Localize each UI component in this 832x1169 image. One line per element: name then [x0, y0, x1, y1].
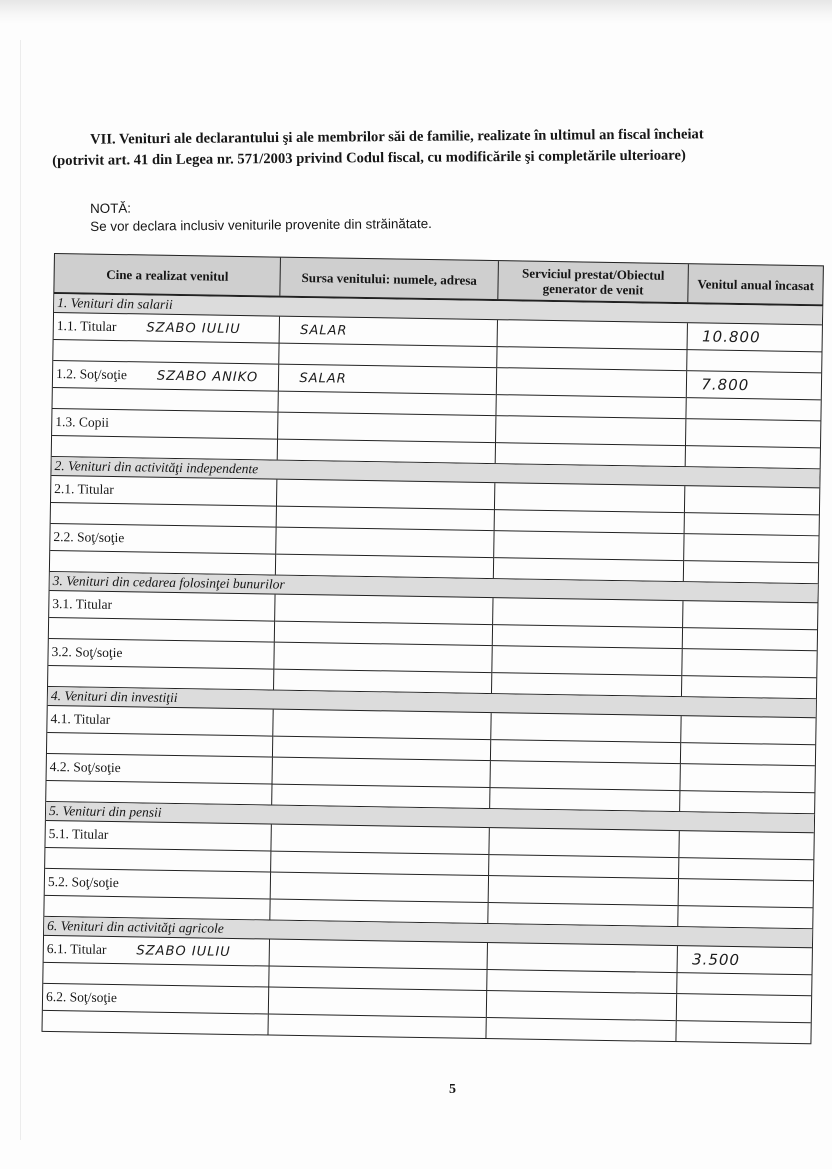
handwritten-name [118, 828, 138, 843]
handwritten-name [119, 416, 139, 431]
section-title: 1. Venituri din salarii [54, 294, 822, 325]
handwritten-amount: 3.500 [691, 950, 741, 970]
row-label-text: 4.1. Titular [50, 711, 111, 727]
cell-who [47, 706, 274, 757]
section-title: 4. Venituri din investiţii [48, 687, 816, 718]
cell-source [278, 413, 496, 463]
cell-service [490, 761, 681, 811]
row-label-text: 1.2. Soţ/soţie [55, 366, 128, 383]
cell-service [492, 646, 683, 696]
handwritten-name [120, 713, 140, 728]
handwritten-name [132, 646, 152, 661]
section-title: 2. Venituri din activităţi independente [51, 457, 819, 488]
row-label-text: 2.2. Soţ/soţie [53, 529, 125, 546]
income-section [49, 457, 821, 584]
cell-source [269, 988, 487, 1038]
handwritten-name: SZABO ANIKO [156, 368, 259, 386]
row-label [43, 989, 147, 1007]
cell-who [53, 361, 280, 412]
cell-source [272, 825, 490, 875]
cell-who [44, 869, 271, 920]
handwritten-source: SALAR [300, 322, 348, 339]
row-label [53, 366, 258, 385]
cell-who [48, 639, 275, 690]
income-section [43, 802, 815, 929]
section-title: 3. Venituri din cedarea folosinţei bunurilor [50, 572, 818, 603]
section-title: 6. Venituri din activităţi agricole [44, 917, 812, 948]
handwritten-name [122, 598, 142, 613]
note-label: NOTĂ: [90, 200, 132, 216]
cell-who [53, 313, 280, 364]
cell-amount [680, 764, 814, 813]
cell-who [43, 936, 270, 987]
cell-amount [679, 831, 813, 880]
handwritten-name [124, 483, 144, 498]
row-label [49, 596, 142, 613]
income-section [51, 294, 824, 469]
row-label-text: 2.1. Titular [54, 481, 114, 497]
row-label-text: 4.2. Soţ/soţie [49, 758, 121, 776]
cell-service [487, 943, 678, 993]
income-section [45, 687, 817, 814]
cell-source [275, 595, 493, 645]
row-label [45, 874, 149, 892]
cell-service [493, 598, 684, 648]
income-table [41, 253, 823, 1044]
handwritten-name [134, 531, 154, 546]
income-section [47, 572, 819, 699]
row-label-text: 3.2. Soţ/soţie [51, 644, 123, 661]
cell-service [494, 531, 685, 581]
cell-who [50, 524, 277, 575]
section-heading [52, 123, 822, 172]
table-body [41, 294, 823, 1044]
row-label-text: 1.3. Copii [55, 414, 110, 430]
handwritten-name: SZABO IULIU [136, 943, 231, 960]
cell-amount [678, 946, 812, 995]
handwritten-amount: 7.800 [701, 375, 750, 395]
heading-line-1: VII. Venituri ale declarantului şi ale membrilor săi de familie, realizate în ultimul an fiscal încheiat [90, 126, 704, 148]
cell-service [491, 713, 682, 763]
cell-amount [683, 601, 817, 650]
header-amount: Venitul anual încasat [697, 275, 815, 293]
handwritten-name [129, 876, 149, 891]
heading-line-2: (potrivit art. 41 din Legea nr. 571/2003 privind Codul fiscal, cu modificările şi completările ulterioare) [52, 147, 686, 169]
row-label-text: 1.1. Titular [56, 318, 117, 335]
cell-source [277, 480, 495, 530]
cell-who [49, 591, 276, 642]
cell-who [52, 409, 279, 460]
cell-source [273, 710, 491, 760]
cell-source [273, 758, 491, 808]
handwritten-name: SZABO IULIU [146, 320, 241, 338]
scan-edge-line [20, 40, 21, 1140]
header-service: Serviciul prestat/Obiectul generator de venit [498, 261, 689, 302]
cell-service [496, 368, 687, 418]
cell-who [45, 821, 272, 872]
row-label-text: 6.1. Titular [46, 940, 107, 957]
cell-service [488, 876, 679, 926]
handwritten-name [130, 761, 150, 776]
cell-amount [685, 486, 819, 535]
cell-who [51, 476, 278, 527]
cell-source [280, 317, 498, 367]
note-text: Se vor declara inclusiv veniturile provenite din străinătate. [90, 216, 432, 234]
cell-service [486, 991, 677, 1041]
page-number: 5 [449, 1082, 456, 1097]
cell-source [270, 940, 488, 990]
cell-amount [687, 371, 821, 420]
scan-edge-shadow [0, 0, 832, 24]
cell-amount [688, 323, 822, 372]
row-label [52, 414, 139, 431]
note-block [90, 197, 432, 236]
handwritten-source: SALAR [299, 370, 347, 387]
cell-service [497, 320, 688, 370]
cell-amount [681, 716, 815, 765]
income-section [41, 917, 813, 1044]
header-source: Sursa venitului: numele, adresa [281, 258, 499, 299]
cell-service [494, 483, 685, 533]
cell-source [276, 528, 494, 578]
cell-amount [686, 419, 820, 468]
cell-source [271, 873, 489, 923]
row-label-text: 5.2. Soţ/soţie [47, 873, 119, 891]
cell-service [496, 416, 687, 466]
row-label [47, 711, 140, 728]
row-label [47, 759, 151, 777]
cell-service [489, 828, 680, 878]
row-label [44, 941, 231, 960]
row-label [46, 826, 139, 843]
cell-amount [679, 879, 813, 928]
cell-amount [677, 994, 811, 1043]
handwritten-amount: 10.800 [701, 327, 761, 347]
row-label-text: 6.2. Soţ/soţie [45, 988, 118, 1006]
row-label-text: 5.1. Titular [48, 825, 109, 842]
row-label-text: 3.1. Titular [52, 596, 113, 612]
row-label [51, 481, 144, 498]
row-label [54, 318, 241, 337]
cell-source [274, 643, 492, 693]
cell-amount [684, 534, 818, 583]
section-title: 5. Venituri din pensii [46, 802, 814, 833]
cell-who [43, 984, 270, 1035]
header-who: Cine a realizat venitul [54, 254, 281, 296]
row-label [50, 529, 154, 547]
row-label [48, 644, 152, 662]
cell-who [46, 754, 273, 805]
handwritten-name [127, 991, 147, 1006]
cell-amount [682, 649, 816, 698]
cell-source [279, 365, 497, 415]
